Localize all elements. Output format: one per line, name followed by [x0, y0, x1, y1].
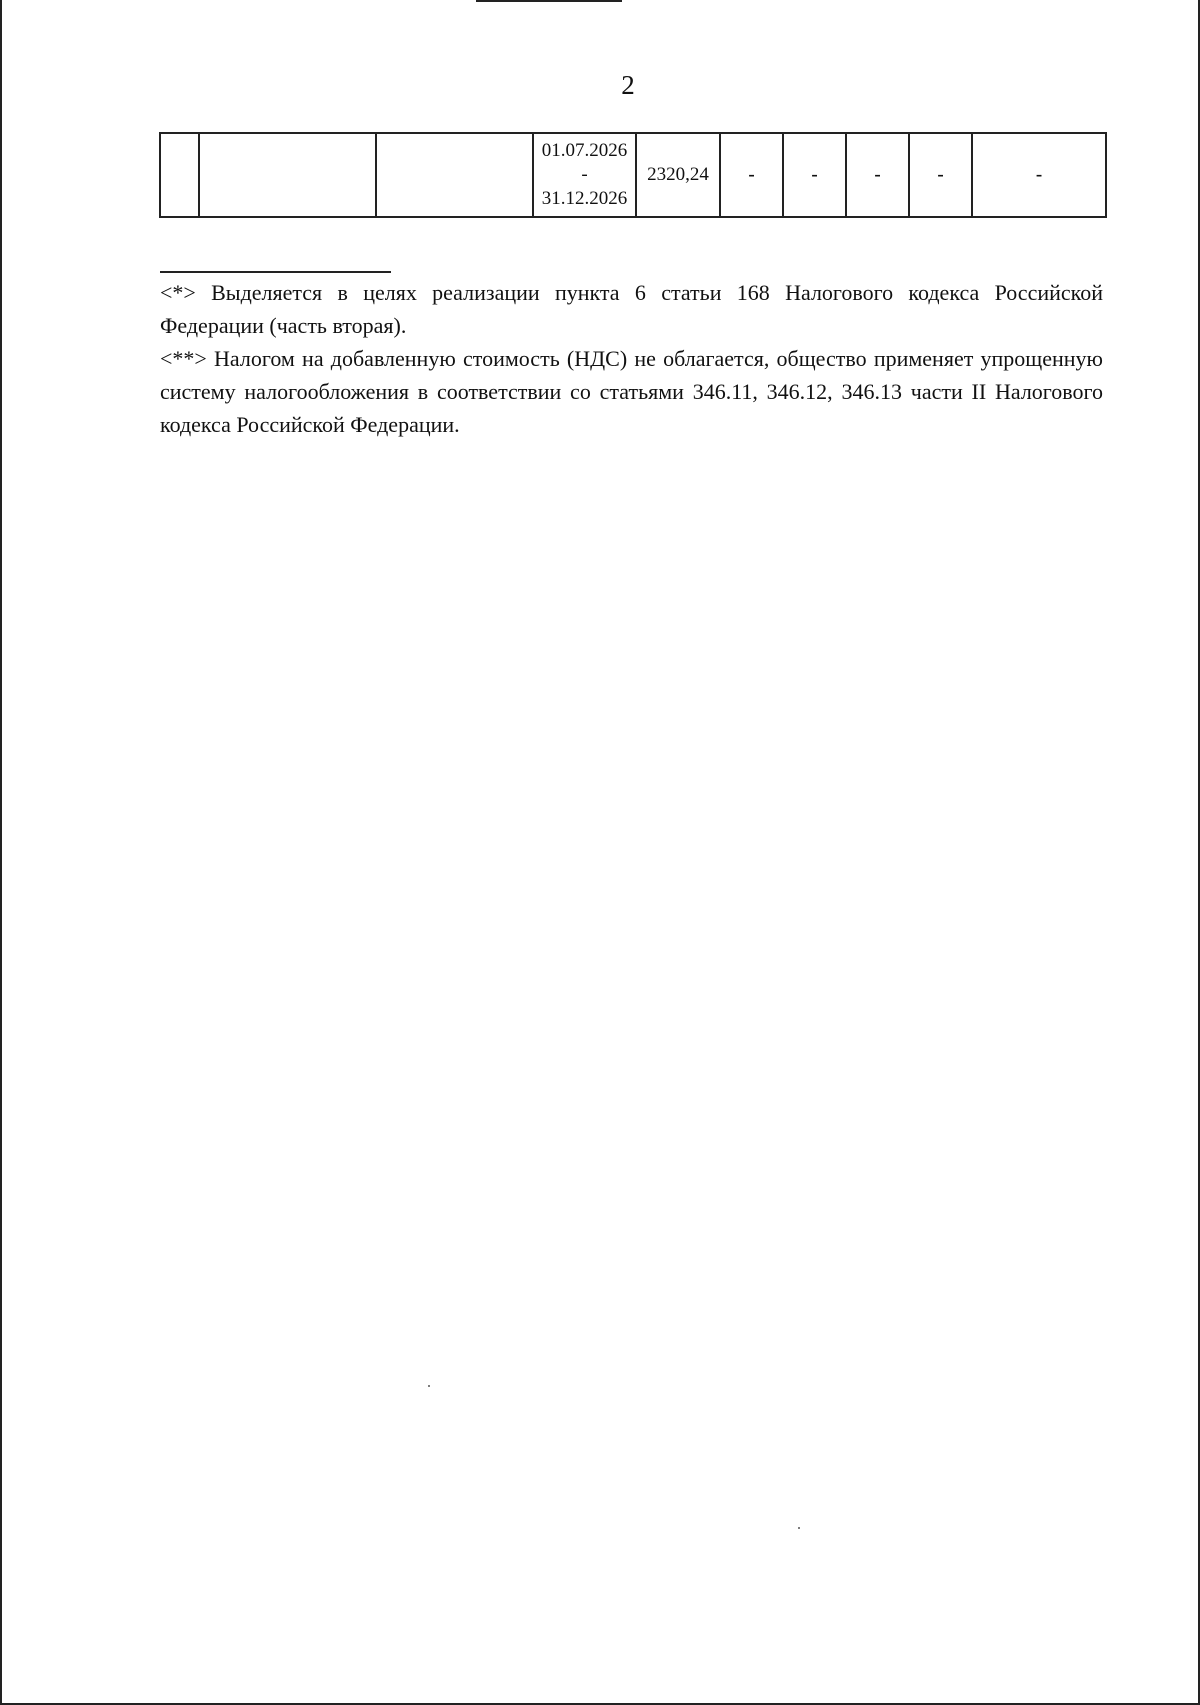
table-cell-number	[160, 133, 199, 217]
period-separator: -	[581, 164, 588, 185]
table-cell-dash: -	[846, 133, 909, 217]
table-row	[160, 133, 1106, 217]
scan-speck	[798, 1527, 800, 1529]
table-cell-description	[376, 133, 533, 217]
footnote-separator	[160, 271, 391, 273]
scan-speck	[428, 1385, 430, 1387]
table-cell-dash: -	[909, 133, 972, 217]
table-cell-dash: -	[972, 133, 1106, 217]
footnote-1: <*> Выделяется в целях реализации пункта 6 статьи 168 Налогового кодекса Российской Федерации (часть вторая).	[160, 280, 1103, 338]
footnotes	[160, 276, 1103, 441]
page-top-edge-mark	[476, 0, 622, 2]
continuation-table	[159, 132, 1107, 218]
table-cell-dash: -	[783, 133, 846, 217]
period-start: 01.07.2026	[541, 140, 628, 161]
table-cell-period	[533, 133, 636, 217]
footnote-2: <**> Налогом на добавленную стоимость (НДС) не облагается, общество применяет упрощенную систему налогообложения в соответствии со статьями 346.11, 346.12, 346.13 части II Налогового кодекса Российской Федерации.	[160, 346, 1103, 437]
table-cell-value: 2320,24	[636, 133, 720, 217]
table-cell-name	[199, 133, 376, 217]
period-end: 31.12.2026	[541, 188, 628, 209]
page-number: 2	[621, 70, 635, 100]
table-cell-dash: -	[720, 133, 783, 217]
